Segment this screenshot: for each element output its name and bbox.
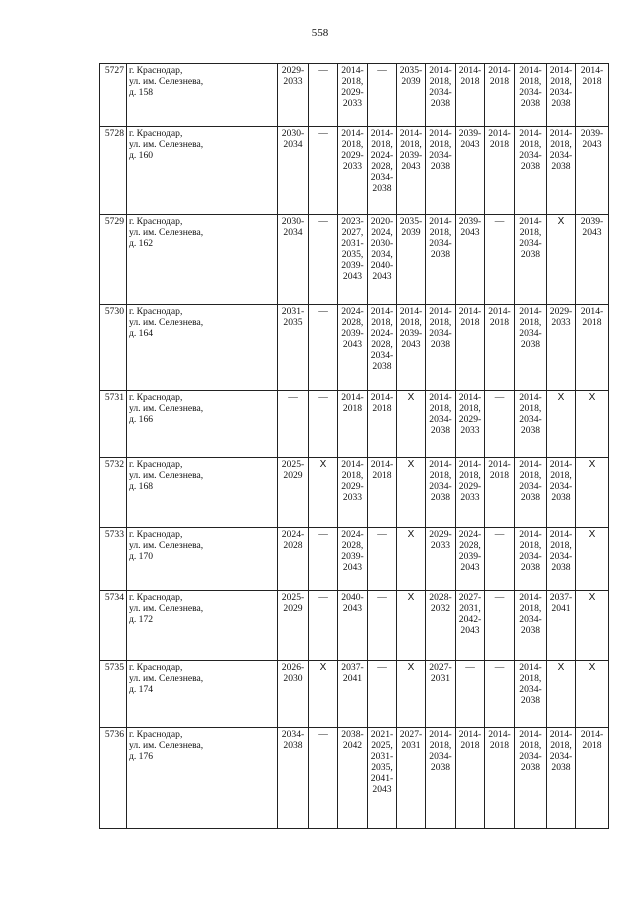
period-cell: 2014- 2018, 2034- 2038 (426, 728, 456, 829)
period-cell: 2024- 2028, 2039- 2043 (338, 305, 368, 391)
period-cell: 2014- 2018, 2034- 2038 (515, 458, 547, 528)
period-cell: 2031- 2035 (278, 305, 309, 391)
period-cell: — (368, 591, 397, 661)
table-row (100, 661, 609, 728)
period-cell: 2025- 2029 (278, 591, 309, 661)
address-line: ул. им. Селезнева, (129, 138, 204, 150)
period-cell: 2014- 2018, 2034- 2038 (547, 458, 576, 528)
address-line: ул. им. Селезнева, (129, 672, 204, 684)
repair-schedule-table (99, 63, 609, 829)
period-cell: 2014- 2018, 2034- 2038 (547, 528, 576, 591)
period-cell: 2039- 2043 (576, 215, 609, 305)
address-cell (127, 528, 278, 591)
address-line: г. Краснодар, (129, 592, 183, 603)
period-cell: 2014- 2018, 2039- 2043 (397, 127, 426, 215)
period-cell: 2020- 2024, 2030- 2034, 2040- 2043 (368, 215, 397, 305)
period-cell: 2014- 2018, 2034- 2038 (547, 127, 576, 215)
period-cell: 2030- 2034 (278, 215, 309, 305)
period-cell: X (397, 528, 426, 591)
period-cell: 2027- 2031, 2042- 2043 (456, 591, 485, 661)
period-cell: 2014- 2018, 2034- 2038 (515, 127, 547, 215)
address-line: г. Краснодар, (129, 729, 183, 740)
address-line: ул. им. Селезнева, (129, 469, 204, 481)
period-cell: 2030- 2034 (278, 127, 309, 215)
period-cell: 2014- 2018 (456, 64, 485, 127)
address-cell (127, 127, 278, 215)
table-row (100, 458, 609, 528)
address-line: д. 168 (129, 480, 154, 492)
period-cell: — (309, 215, 338, 305)
period-cell: 2014- 2018, 2034- 2038 (426, 127, 456, 215)
period-cell: 2014- 2018, 2034- 2038 (547, 728, 576, 829)
period-cell: 2039- 2043 (456, 215, 485, 305)
period-cell: 2034- 2038 (278, 728, 309, 829)
period-cell: — (368, 64, 397, 127)
period-cell: 2014- 2018, 2034- 2038 (515, 591, 547, 661)
period-cell: 2026- 2030 (278, 661, 309, 728)
address-line: ул. им. Селезнева, (129, 739, 204, 751)
address-line: д. 158 (129, 86, 154, 98)
period-cell: 2014- 2018, 2034- 2038 (426, 391, 456, 458)
period-cell: — (368, 661, 397, 728)
address-line: ул. им. Селезнева, (129, 75, 204, 87)
period-cell: — (309, 64, 338, 127)
table-row (100, 215, 609, 305)
period-cell: 2014- 2018 (485, 64, 515, 127)
address-line: д. 166 (129, 413, 154, 425)
address-cell (127, 305, 278, 391)
period-cell: X (576, 661, 609, 728)
address-line: ул. им. Селезнева, (129, 539, 204, 551)
period-cell: 2025- 2029 (278, 458, 309, 528)
period-cell: 2014- 2018, 2029- 2033 (456, 391, 485, 458)
period-cell: — (485, 661, 515, 728)
period-cell: — (456, 661, 485, 728)
period-cell: — (485, 391, 515, 458)
address-line: г. Краснодар, (129, 529, 183, 540)
period-cell: 2037- 2041 (547, 591, 576, 661)
period-cell: X (309, 661, 338, 728)
address-line: ул. им. Селезнева, (129, 602, 204, 614)
table-row (100, 591, 609, 661)
period-cell: 2014- 2018, 2029- 2033 (338, 127, 368, 215)
period-cell: 2014- 2018, 2034- 2038 (547, 64, 576, 127)
period-cell: 2014- 2018, 2034- 2038 (515, 64, 547, 127)
page-number: 558 (311, 27, 329, 39)
period-cell: X (309, 458, 338, 528)
period-cell: — (309, 305, 338, 391)
period-cell: X (397, 591, 426, 661)
period-cell: 2014- 2018 (485, 728, 515, 829)
period-cell: 2014- 2018, 2034- 2038 (426, 215, 456, 305)
address-line: г. Краснодар, (129, 662, 183, 673)
address-cell (127, 64, 278, 127)
period-cell: — (278, 391, 309, 458)
table-row (100, 127, 609, 215)
row-number: 5729 (100, 215, 127, 305)
address-line: ул. им. Селезнева, (129, 226, 204, 238)
period-cell: 2035- 2039 (397, 215, 426, 305)
table-row (100, 528, 609, 591)
address-line: г. Краснодар, (129, 216, 183, 227)
address-cell (127, 215, 278, 305)
period-cell: X (547, 215, 576, 305)
period-cell: 2021- 2025, 2031- 2035, 2041- 2043 (368, 728, 397, 829)
period-cell: 2038- 2042 (338, 728, 368, 829)
period-cell: 2014- 2018 (576, 64, 609, 127)
table-row (100, 305, 609, 391)
period-cell: — (309, 127, 338, 215)
period-cell: — (309, 591, 338, 661)
period-cell: — (309, 728, 338, 829)
period-cell: 2014- 2018, 2029- 2033 (456, 458, 485, 528)
period-cell: — (309, 391, 338, 458)
period-cell: — (309, 528, 338, 591)
row-number: 5727 (100, 64, 127, 127)
period-cell: X (576, 528, 609, 591)
table-row (100, 391, 609, 458)
address-cell (127, 591, 278, 661)
period-cell: 2040- 2043 (338, 591, 368, 661)
address-line: д. 172 (129, 613, 154, 625)
address-cell (127, 661, 278, 728)
period-cell: 2014- 2018 (456, 728, 485, 829)
address-line: д. 170 (129, 550, 154, 562)
period-cell: 2014- 2018 (485, 458, 515, 528)
period-cell: X (576, 591, 609, 661)
address-line: г. Краснодар, (129, 459, 183, 470)
period-cell: — (368, 528, 397, 591)
period-cell: X (397, 458, 426, 528)
period-cell: 2039- 2043 (576, 127, 609, 215)
period-cell: 2029- 2033 (547, 305, 576, 391)
period-cell: 2014- 2018, 2024- 2028, 2034- 2038 (368, 305, 397, 391)
address-line: г. Краснодар, (129, 128, 183, 139)
row-number: 5735 (100, 661, 127, 728)
period-cell: 2035- 2039 (397, 64, 426, 127)
period-cell: 2024- 2028, 2039- 2043 (338, 528, 368, 591)
period-cell: X (547, 391, 576, 458)
period-cell: 2014- 2018, 2034- 2038 (515, 528, 547, 591)
address-line: д. 174 (129, 683, 154, 695)
period-cell: X (576, 458, 609, 528)
period-cell: 2014- 2018 (576, 305, 609, 391)
period-cell: X (397, 661, 426, 728)
period-cell: 2014- 2018, 2034- 2038 (515, 305, 547, 391)
period-cell: 2039- 2043 (456, 127, 485, 215)
address-line: д. 164 (129, 327, 154, 339)
period-cell: 2014- 2018 (368, 391, 397, 458)
period-cell: 2029- 2033 (426, 528, 456, 591)
row-number: 5728 (100, 127, 127, 215)
address-line: д. 162 (129, 237, 154, 249)
period-cell: 2037- 2041 (338, 661, 368, 728)
row-number: 5731 (100, 391, 127, 458)
period-cell: 2014- 2018 (368, 458, 397, 528)
address-line: г. Краснодар, (129, 306, 183, 317)
period-cell: 2014- 2018, 2029- 2033 (338, 64, 368, 127)
period-cell: 2024- 2028 (278, 528, 309, 591)
row-number: 5732 (100, 458, 127, 528)
period-cell: 2014- 2018 (485, 127, 515, 215)
address-line: ул. им. Селезнева, (129, 316, 204, 328)
row-number: 5734 (100, 591, 127, 661)
address-cell (127, 728, 278, 829)
period-cell: 2014- 2018, 2039- 2043 (397, 305, 426, 391)
row-number: 5730 (100, 305, 127, 391)
address-cell (127, 391, 278, 458)
period-cell: 2014- 2018, 2034- 2038 (426, 458, 456, 528)
table-row (100, 728, 609, 829)
address-line: ул. им. Селезнева, (129, 402, 204, 414)
address-line: г. Краснодар, (129, 392, 183, 403)
period-cell: 2029- 2033 (278, 64, 309, 127)
period-cell: 2014- 2018, 2024- 2028, 2034- 2038 (368, 127, 397, 215)
address-line: д. 160 (129, 149, 154, 161)
period-cell: 2014- 2018 (456, 305, 485, 391)
period-cell: — (485, 215, 515, 305)
period-cell: 2014- 2018, 2029- 2033 (338, 458, 368, 528)
period-cell: 2014- 2018, 2034- 2038 (515, 661, 547, 728)
period-cell: 2027- 2031 (426, 661, 456, 728)
period-cell: 2014- 2018, 2034- 2038 (515, 728, 547, 829)
address-line: г. Краснодар, (129, 65, 183, 76)
period-cell: 2014- 2018, 2034- 2038 (515, 391, 547, 458)
row-number: 5733 (100, 528, 127, 591)
period-cell: 2014- 2018 (338, 391, 368, 458)
period-cell: 2014- 2018, 2034- 2038 (426, 64, 456, 127)
period-cell: X (576, 391, 609, 458)
period-cell: 2014- 2018, 2034- 2038 (515, 215, 547, 305)
period-cell: X (397, 391, 426, 458)
table-row (100, 64, 609, 127)
row-number: 5736 (100, 728, 127, 829)
period-cell: 2014- 2018, 2034- 2038 (426, 305, 456, 391)
address-line: д. 176 (129, 750, 154, 762)
period-cell: 2014- 2018 (485, 305, 515, 391)
period-cell: 2027- 2031 (397, 728, 426, 829)
period-cell: 2014- 2018 (576, 728, 609, 829)
period-cell: X (547, 661, 576, 728)
period-cell: 2024- 2028, 2039- 2043 (456, 528, 485, 591)
period-cell: — (485, 591, 515, 661)
period-cell: — (485, 528, 515, 591)
address-cell (127, 458, 278, 528)
period-cell: 2023- 2027, 2031- 2035, 2039- 2043 (338, 215, 368, 305)
period-cell: 2028- 2032 (426, 591, 456, 661)
